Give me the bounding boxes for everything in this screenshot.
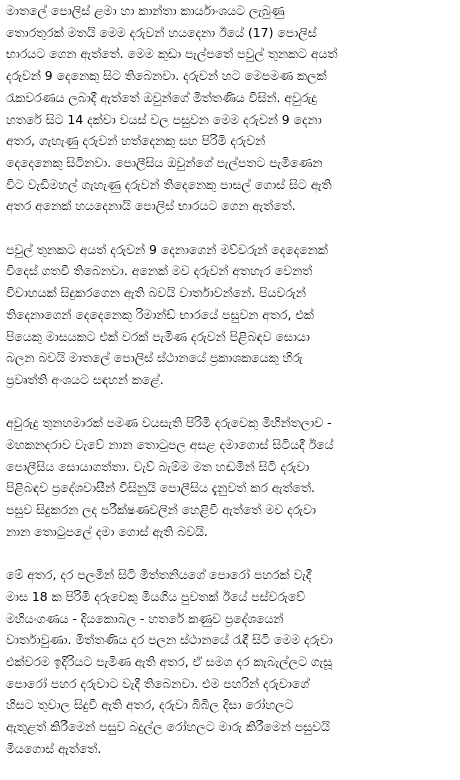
paragraph-line: අතර අනෙක් හයදෙනායි පොලිස් භාරයට ගෙන ඇත්තේ. [6, 198, 296, 214]
paragraph-spacer [6, 543, 454, 565]
paragraph-line: පොරෝ පහර දරුවාට වැදී තිබෙනවා. එම පහරින් දරුවාගේ [6, 675, 310, 691]
article-paragraph-4 [6, 564, 454, 759]
article-paragraph-2 [6, 239, 454, 391]
news-article [6, 0, 454, 760]
paragraph-line: විට වැඩිමහල් ගැහැණු දරුවන් තිදෙනෙකු පාසල් ගොස් සිට ඇති [6, 176, 332, 192]
paragraph-line: දරුවන් 9 දෙනෙකු සිට තිබෙනවා. දරුවන් හට මෙපමණ කලක් [6, 68, 327, 84]
paragraph-line: අතර, ගැහැණු දරුවන් හත්දෙනකු සහ පිරිමි දරුවන් [6, 133, 266, 149]
paragraph-line: හිසට තුවාල සිදුවී ඇති අතර, දරුවා බිබිල දිසා රෝහලට [6, 697, 294, 713]
paragraph-line: වාර්තාවුණා. මිත්තණිය දර පලන ස්ථානයේ රැඳී සිටි මෙම දරුවා [6, 632, 333, 648]
paragraph-line: පවුල් තුනකට අයත් දරුවන් 9 දෙනාගෙන් මව්වරුන් දෙදෙනෙක් [6, 241, 328, 257]
paragraph-line: රැකවරණය ලබාදී ඇත්තේ ඔවුන්ගේ මිත්තණිය විසින්. අවුරුදු [6, 89, 317, 105]
paragraph-line: තොරතුරක් මතයි මෙම දරුවන් හයදෙනා ඊයේ (17) පොලිස් [6, 24, 317, 40]
paragraph-line: දෙදෙනෙකු සිටිනවා. පොලීසිය ඔවුන්ගේ පැල්පතට පැමිණෙන [6, 154, 323, 170]
paragraph-line: මේ අතර, දර පලමින් සිටි මිත්තනියගේ පොරෝ පහරක් වැදී [6, 567, 312, 583]
paragraph-line: විදෙස් ගතවී තිබෙනවා. අනෙක් මව දරුවන් අතහැර වෙනත් [6, 263, 313, 279]
paragraph-line: මාස 18 ක පිරිමි දරුවෙකු මියගිය පුවතක් ඊයේ පස්වරුවේ [6, 588, 306, 604]
paragraph-line: මියගොස් ඇත්තේ. [6, 740, 102, 756]
paragraph-line: පසුව සිදුකරන ලද පරීක්ෂණවලින් හෙළිවී ඇත්තේ මව දරුවා [6, 502, 316, 518]
paragraph-line: ඇතුළත් කිරීමෙන් පසුව බදුල්ල රෝහලට මාරු කිරීමෙන් පසුවයි [6, 719, 330, 735]
paragraph-line: භාරයට ගෙන ඇත්තේ. මෙම කුඩා පැල්පතේ පවුල් තුනකට අයත් [6, 46, 338, 62]
article-paragraph-3 [6, 412, 454, 542]
paragraph-line: හතරේ සිට 14 දක්වා වයස් වල පසුවන මෙම දරුවන් 9 දෙනා [6, 111, 322, 127]
paragraph-line: පොලීසිය සොයාගත්තා. වැව් බැම්ම මත හඬමින් සිටි දරුවා [6, 458, 310, 474]
paragraph-line: අවුරුදු තුනහමාරක් පමණ වයසැති පිරිමි දරුවෙකු මිහින්තලාව - [6, 415, 332, 431]
paragraph-line: පියෙකු මාසයකට එක් වරක් පැමිණ දරුවන් පිළිබඳව සොයා [6, 328, 310, 344]
paragraph-spacer [6, 391, 454, 413]
paragraph-line: විවාහයක් සිදුකරගෙන ඇති බවයි වාර්තාවන්නේ. පියවරුන් [6, 285, 306, 301]
paragraph-line: බලන බවයි මාතලේ පොලිස් ස්ථානයේ ප්‍රකාශකයෙකු හිරු [6, 350, 303, 366]
paragraph-line: මාතලේ පොලිස් ළමා හා කාන්තා කාර්යාංශයට ලැබුණු [6, 3, 285, 18]
paragraph-line: ප්‍රවෘත්ති අංශයට සඳහන් කළේ. [6, 371, 164, 387]
paragraph-line: තිදෙනාගෙන් දෙදෙනෙකු රිමාන්ඩ් භාරයේ පසුවන අතර, එක් [6, 306, 314, 322]
paragraph-spacer [6, 217, 454, 239]
paragraph-line: මහියංගණය - දියකොබල - හතරේ කණුව ප්‍රදේශයෙන් [6, 610, 284, 626]
article-paragraph-1 [6, 0, 454, 217]
paragraph-line: පිළිබඳව ප්‍රදේශවාසීන් විසිනුයි පොලීසිය දැනුවත් කර ඇත්තේ. [6, 480, 315, 496]
paragraph-line: නාන තොටුපලේ දමා ගොස් ඇති බවයි. [6, 523, 208, 539]
paragraph-line: මහකනදරාව වැවේ නාන තොටුපල අසළ දමාගොස් සිටියදී ඊයේ [6, 437, 334, 453]
paragraph-line: එක්වරම ඉදිරියට පැමිණ ඇති අතර, ඒ සමග දර කැබැල්ලට ගැසූ [6, 654, 333, 670]
